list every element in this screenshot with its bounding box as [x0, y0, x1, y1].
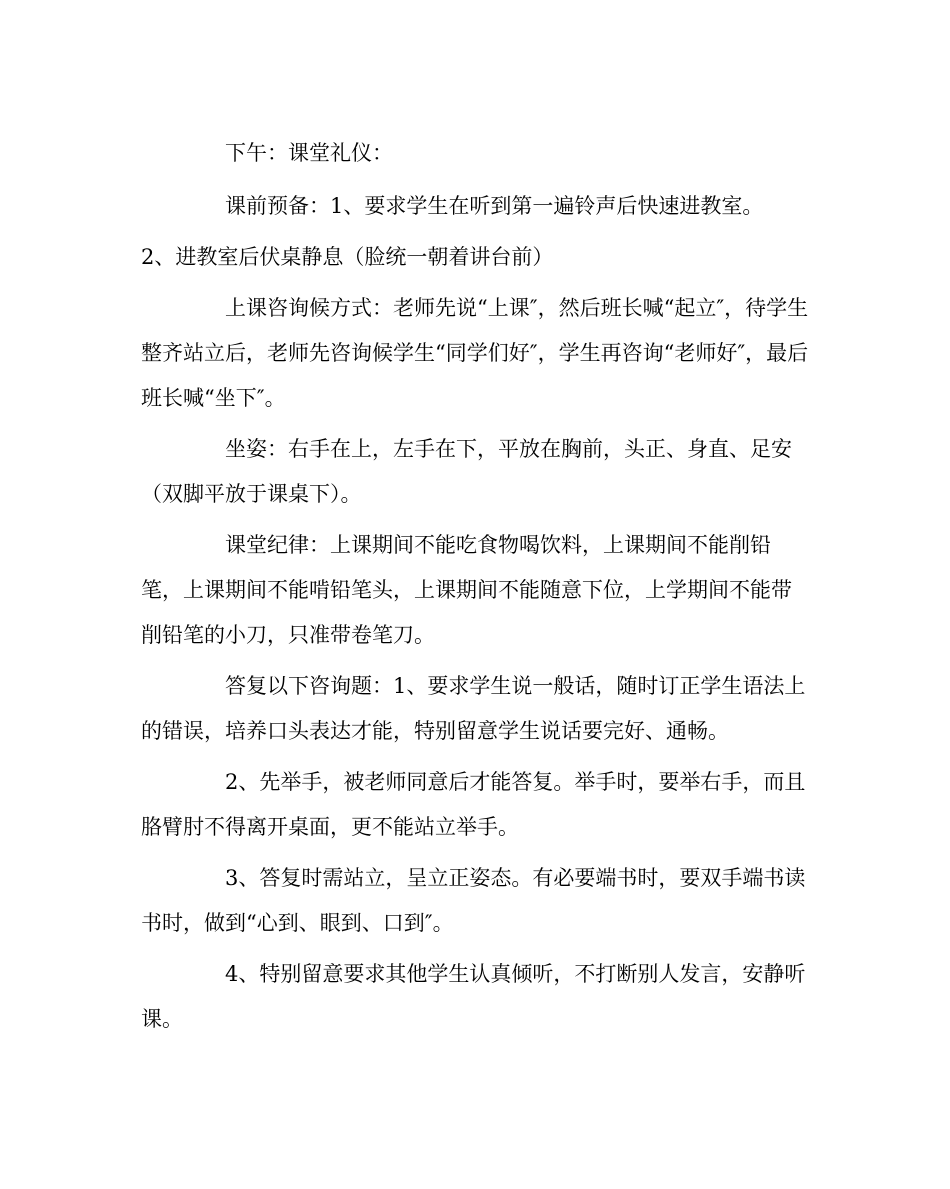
paragraph-sitting-posture: 坐姿：右手在上，左手在下，平放在胸前，头正、身直、足安（双脚平放于课桌下）。: [141, 437, 792, 506]
paragraph-listen-carefully: 4、特别留意要求其他学生认真倾听，不打断别人发言，安静听课。: [141, 962, 806, 1031]
paragraph-preparation: 课前预备：1、要求学生在听到第一遍铃声后快速进教室。: [225, 194, 764, 218]
paragraph-raise-hand: 2、先举手，被老师同意后才能答复。举手时，要举右手，而且胳臂肘不得离开桌面，更不能站立举手。: [141, 770, 806, 839]
paragraph-preparation-step-2: 2、进教室后伏桌静息（脸统一朝着讲台前）: [141, 245, 554, 269]
paragraph-answering-questions: 答复以下咨询题：1、要求学生说一般话，随时订正学生语法上的错误，培养口头表达才能，特别留意学生说话要完好、通畅。: [141, 674, 806, 743]
paragraph-afternoon-title: 下午：课堂礼仪：: [225, 141, 393, 165]
paragraph-stand-answer: 3、答复时需站立，呈立正姿态。有必要端书时，要双手端书读书时，做到“心到、眼到、口到″。: [141, 866, 806, 935]
paragraph-classroom-discipline: 课堂纪律：上课期间不能吃食物喝饮料，上课期间不能削铅笔，上课期间不能啃铅笔头，上课期间不能随意下位，上学期间不能带削铅笔的小刀，只准带卷笔刀。: [141, 533, 792, 647]
paragraph-greeting-method: 上课咨询候方式：老师先说“上课″，然后班长喊“起立″，待学生整齐站立后，老师先咨询候学生“同学们好″，学生再咨询“老师好″，最后班长喊“坐下″。: [141, 296, 809, 410]
document-page: [141, 131, 811, 1042]
